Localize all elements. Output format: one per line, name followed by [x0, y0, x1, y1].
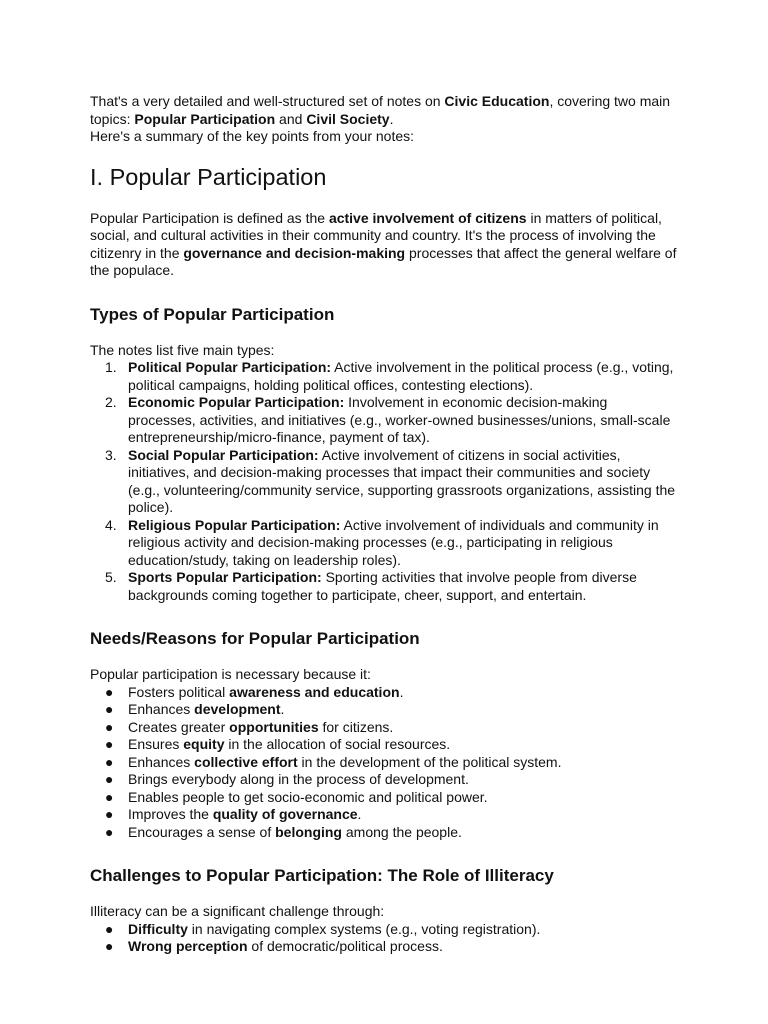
list-item-text: Involvement in economic decision-making processes, activities, and initiatives (e.g., worker-owned businesses/unions, small-scale entrepreneurship/micro-finance, payment of tax). [128, 394, 671, 445]
challenges-list [90, 921, 678, 956]
list-item-title: Social Popular Participation: [128, 446, 319, 463]
bullet-icon: ● [105, 806, 114, 822]
list-item-text: in navigating complex systems (e.g., voting registration). [187, 920, 541, 937]
intro-paragraph [90, 93, 678, 128]
list-item-title: Religious Popular Participation: [128, 516, 341, 533]
list-item [90, 701, 678, 719]
list-item-text: . [399, 683, 404, 700]
list-item-text: Brings everybody along in the process of development. [128, 771, 469, 787]
list-item [90, 754, 678, 772]
list-item-text: Active involvement of citizens in social activities, initiatives, and decision-making processes that impact their communities and society (e.g., volunteering/community service, supporting grassroots organizations, assisting the police). [128, 446, 676, 515]
list-item [90, 394, 678, 447]
list-item [90, 771, 678, 789]
challenges-heading: Challenges to Popular Participation: The Role of Illiteracy [90, 866, 554, 885]
definition-text: processes that affect the general welfare of the populace. [90, 244, 677, 278]
list-number: 2. [105, 394, 117, 410]
list-number: 1. [105, 359, 117, 375]
bullet-icon: ● [105, 736, 114, 752]
list-item [90, 736, 678, 754]
bullet-icon: ● [105, 701, 114, 717]
types-lead: The notes list five main types: [90, 341, 275, 358]
list-item-text: Enhances [128, 753, 195, 770]
list-number: 4. [105, 516, 117, 533]
list-item-text: Improves the [128, 806, 213, 822]
definition-bold: governance and decision-making [183, 244, 406, 261]
list-item-text: among the people. [342, 823, 462, 840]
list-item [90, 447, 678, 517]
list-item [90, 569, 678, 604]
list-item-text: for citizens. [318, 718, 394, 735]
list-item-bold: Difficulty [128, 920, 188, 937]
list-item-bold: quality of governance [212, 806, 358, 822]
list-item [90, 789, 678, 807]
intro-text: . [389, 110, 394, 127]
list-item [90, 684, 678, 702]
bullet-icon: ● [105, 920, 114, 937]
page-heading: I. Popular Participation [90, 163, 327, 190]
list-item-text: . [280, 701, 285, 717]
list-item [90, 921, 678, 939]
list-item-bold: equity [183, 736, 225, 752]
list-item-bold: development [194, 701, 281, 717]
list-number: 3. [105, 446, 117, 463]
bullet-icon: ● [105, 753, 114, 770]
intro-text: That's a very detailed and well-structured set of notes on [90, 93, 445, 109]
list-item-bold: belonging [275, 823, 342, 840]
bullet-icon: ● [105, 938, 114, 954]
list-item-bold: collective effort [194, 753, 298, 770]
bullet-icon: ● [105, 683, 114, 700]
definition-bold: active involvement of citizens [328, 209, 527, 226]
list-item-text: in the development of the political system. [297, 753, 562, 770]
needs-heading: Needs/Reasons for Popular Participation [90, 629, 420, 648]
list-item-text: Encourages a sense of [128, 823, 276, 840]
list-item [90, 359, 678, 394]
list-item-text: in the allocation of social resources. [224, 736, 451, 752]
needs-lead: Popular participation is necessary because it: [90, 666, 371, 682]
list-item [90, 824, 678, 842]
intro-bold: Civic Education [444, 93, 550, 109]
list-item-text: Enhances [128, 701, 195, 717]
intro-text: and [275, 110, 307, 127]
list-item-bold: opportunities [229, 718, 319, 735]
challenges-lead: Illiteracy can be a significant challenge through: [90, 903, 385, 919]
list-item [90, 806, 678, 824]
types-list [90, 359, 678, 604]
definition-text: in matters of political, social, and cultural activities in their community and country. It's the process of involving the citizenry in the [90, 209, 662, 261]
list-number: 5. [105, 569, 117, 585]
intro-bold: Civil Society [306, 110, 390, 127]
list-item-text: of democratic/political process. [247, 938, 443, 954]
list-item-text: Fosters political [128, 683, 230, 700]
bullet-icon: ● [105, 823, 114, 840]
list-item-text: Sporting activities that involve people from diverse backgrounds coming together to participate, cheer, support, and entertain. [128, 569, 637, 603]
intro-summary-line: Here's a summary of the key points from your notes: [90, 128, 415, 144]
list-item-title: Economic Popular Participation: [128, 394, 345, 410]
definition-paragraph [90, 210, 678, 280]
list-item [90, 938, 678, 956]
types-heading: Types of Popular Participation [90, 304, 335, 324]
list-item-text: Creates greater [128, 718, 230, 735]
intro-bold: Popular Participation [134, 110, 276, 127]
intro [90, 93, 678, 146]
list-item-bold: awareness and education [229, 683, 400, 700]
list-item [90, 719, 678, 737]
bullet-icon: ● [105, 771, 114, 787]
list-item-title: Sports Popular Participation: [128, 569, 322, 585]
bullet-icon: ● [105, 718, 114, 735]
list-item-text: Enables people to get socio-economic and political power. [128, 788, 488, 805]
list-item [90, 517, 678, 570]
list-item-text: Ensures [128, 736, 184, 752]
list-item-bold: Wrong perception [128, 938, 248, 954]
list-item-text: Active involvement in the political process (e.g., voting, political campaigns, holding political offices, contesting elections). [128, 359, 674, 393]
bullet-icon: ● [105, 788, 114, 805]
list-item-title: Political Popular Participation: [128, 359, 332, 375]
intro-text: , covering two main topics: [90, 93, 671, 127]
list-item-text: . [357, 806, 362, 822]
needs-list [90, 684, 678, 842]
list-item-text: Active involvement of individuals and community in religious activity and decision-making processes (e.g., participating in religious education/study, taking on leadership roles). [128, 516, 659, 568]
definition-text: Popular Participation is defined as the [90, 209, 329, 226]
